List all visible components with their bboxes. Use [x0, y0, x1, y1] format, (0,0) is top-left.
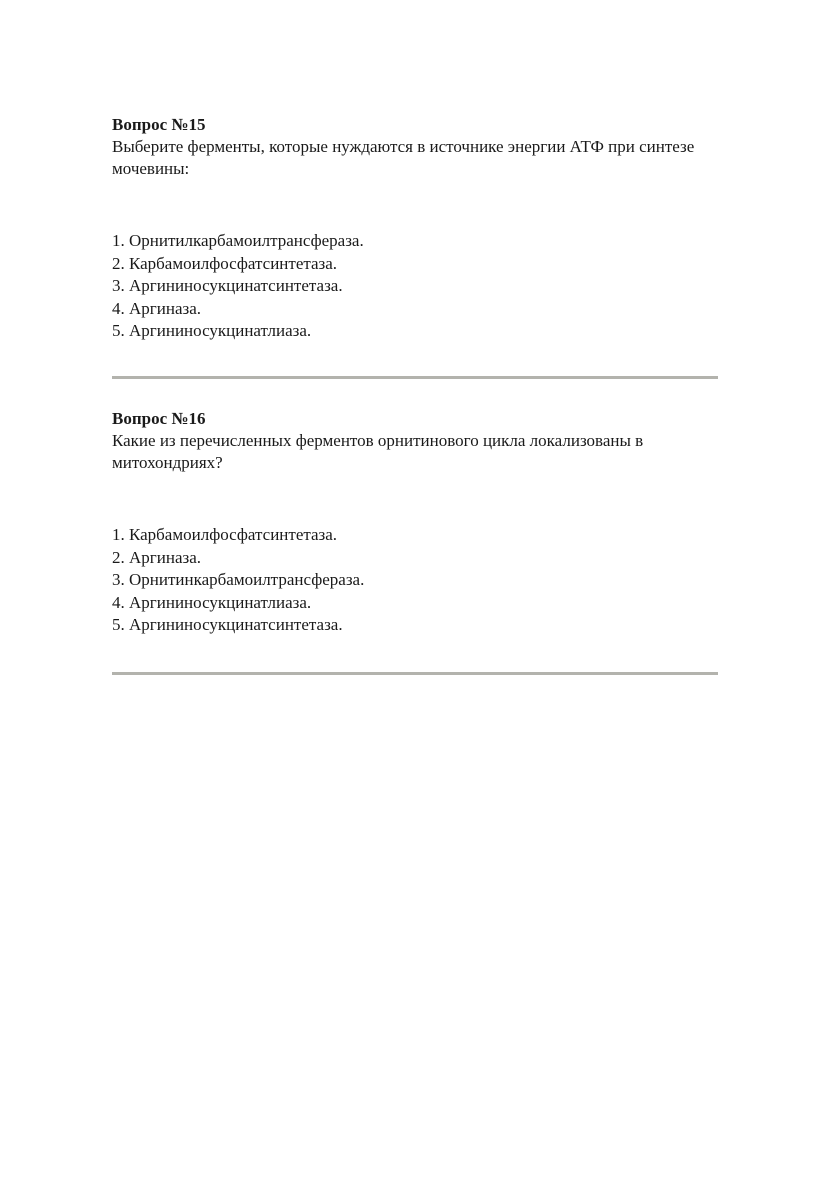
answer-option: 1. Карбамоилфосфатсинтетаза. — [112, 525, 338, 544]
answer-option: 5. Аргининосукцинатлиаза. — [112, 321, 312, 340]
answer-option: 1. Орнитилкарбамоилтрансфераза. — [112, 231, 364, 250]
answer-option: 3. Аргининосукцинатсинтетаза. — [112, 276, 343, 295]
question-15 — [112, 114, 718, 343]
answer-options — [112, 230, 718, 343]
answer-option: 4. Аргининосукцинатлиаза. — [112, 592, 312, 612]
section-divider — [112, 376, 718, 379]
question-title: Вопрос №16 — [112, 409, 206, 428]
answer-option: 5. Аргининосукцинатсинтетаза. — [112, 615, 343, 634]
answer-option: 3. Орнитинкарбамоилтрансфераза. — [112, 570, 365, 589]
question-16 — [112, 408, 718, 637]
answer-option: 2. Карбамоилфосфатсинтетаза. — [112, 253, 338, 273]
answer-option: 4. Аргиназа. — [112, 298, 202, 318]
question-title: Вопрос №15 — [112, 115, 206, 134]
question-text: Выберите ферменты, которые нуждаются в источнике энергии АТФ при синтезе мочевины: — [112, 137, 695, 178]
answer-options — [112, 524, 718, 637]
section-divider — [112, 672, 718, 675]
answer-option: 2. Аргиназа. — [112, 547, 202, 567]
question-text: Какие из перечисленных ферментов орнитинового цикла локализованы в митохондриях? — [112, 431, 644, 472]
